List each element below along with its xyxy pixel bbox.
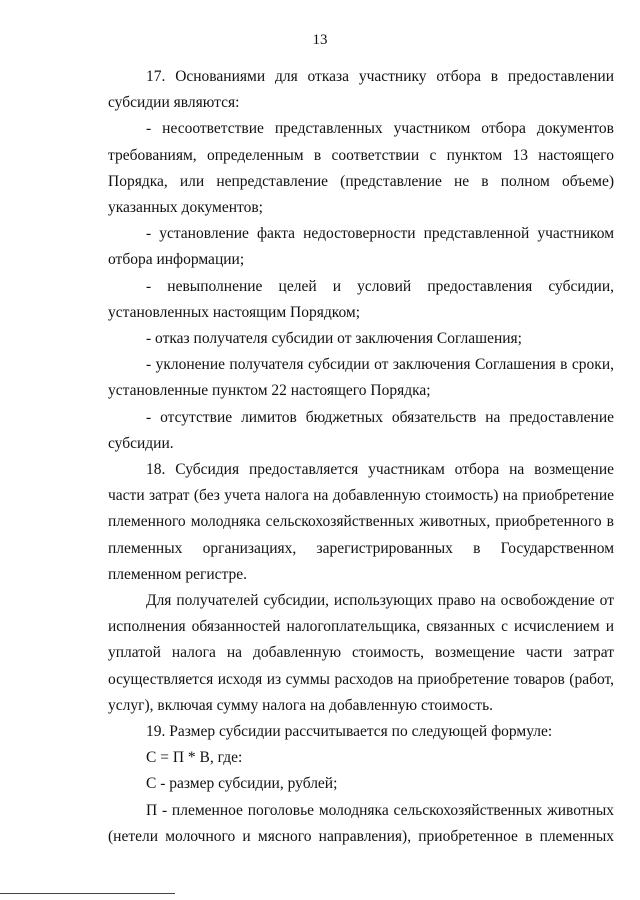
document-body	[108, 64, 614, 850]
formula-def-c: С - размер субсидии, рублей;	[146, 775, 338, 793]
paragraph-18-vat: Для получателей субсидии, использующих право на освобождение от исполнения обязанностей налогоплательщика, связанных с исчислением и уплатой налога на добавленную стоимость, возмещение части затрат осуществляется исходя из суммы расходов на приобретение товаров (работ, услуг), включая сумму налога на добавленную стоимость.	[108, 592, 614, 714]
paragraph-18: 18. Субсидия предоставляется участникам отбора на возмещение части затрат (без учета налога на добавленную стоимость) на приобретение племенного молодняка сельскохозяйственных животных, приобретенного в племенных организациях, зарегистрированных в Государственном племенном регистре.	[108, 461, 614, 583]
paragraph-17-item-documents: - несоответствие представленных участником отбора документов требованиям, определенным в соответствии с пунктом 13 настоящего Порядка, или непредставление (представление не в полном объеме) указанных документов;	[108, 120, 614, 217]
paragraph-17-intro: 17. Основаниями для отказа участнику отбора в предоставлении субсидии являются:	[108, 68, 614, 112]
paragraph-17-item-non-fulfillment: - невыполнение целей и условий предоставления субсидии, установленных настоящим Порядком;	[108, 277, 614, 321]
paragraph-17-item-evasion: - уклонение получателя субсидии от заключения Соглашения в сроки, установленные пунктом 22 настоящего Порядка;	[108, 356, 614, 400]
formula-def-p: П - племенное поголовье молодняка сельскохозяйственных животных (нетели молочного и мясного направления), приобретенное в племенных	[108, 801, 614, 845]
paragraph-17-item-false-info: - установление факта недостоверности представленной участником отбора информации;	[108, 225, 614, 269]
page-number: 13	[312, 32, 328, 48]
paragraph-17-item-refusal: - отказ получателя субсидии от заключения Соглашения;	[146, 330, 522, 348]
paragraph-19-intro: 19. Размер субсидии рассчитывается по следующей формуле:	[146, 723, 553, 741]
footnote-divider	[0, 893, 175, 894]
paragraph-17-item-no-limits: - отсутствие лимитов бюджетных обязательств на предоставление субсидии.	[108, 408, 614, 452]
formula: С = П * В, где:	[146, 749, 243, 767]
